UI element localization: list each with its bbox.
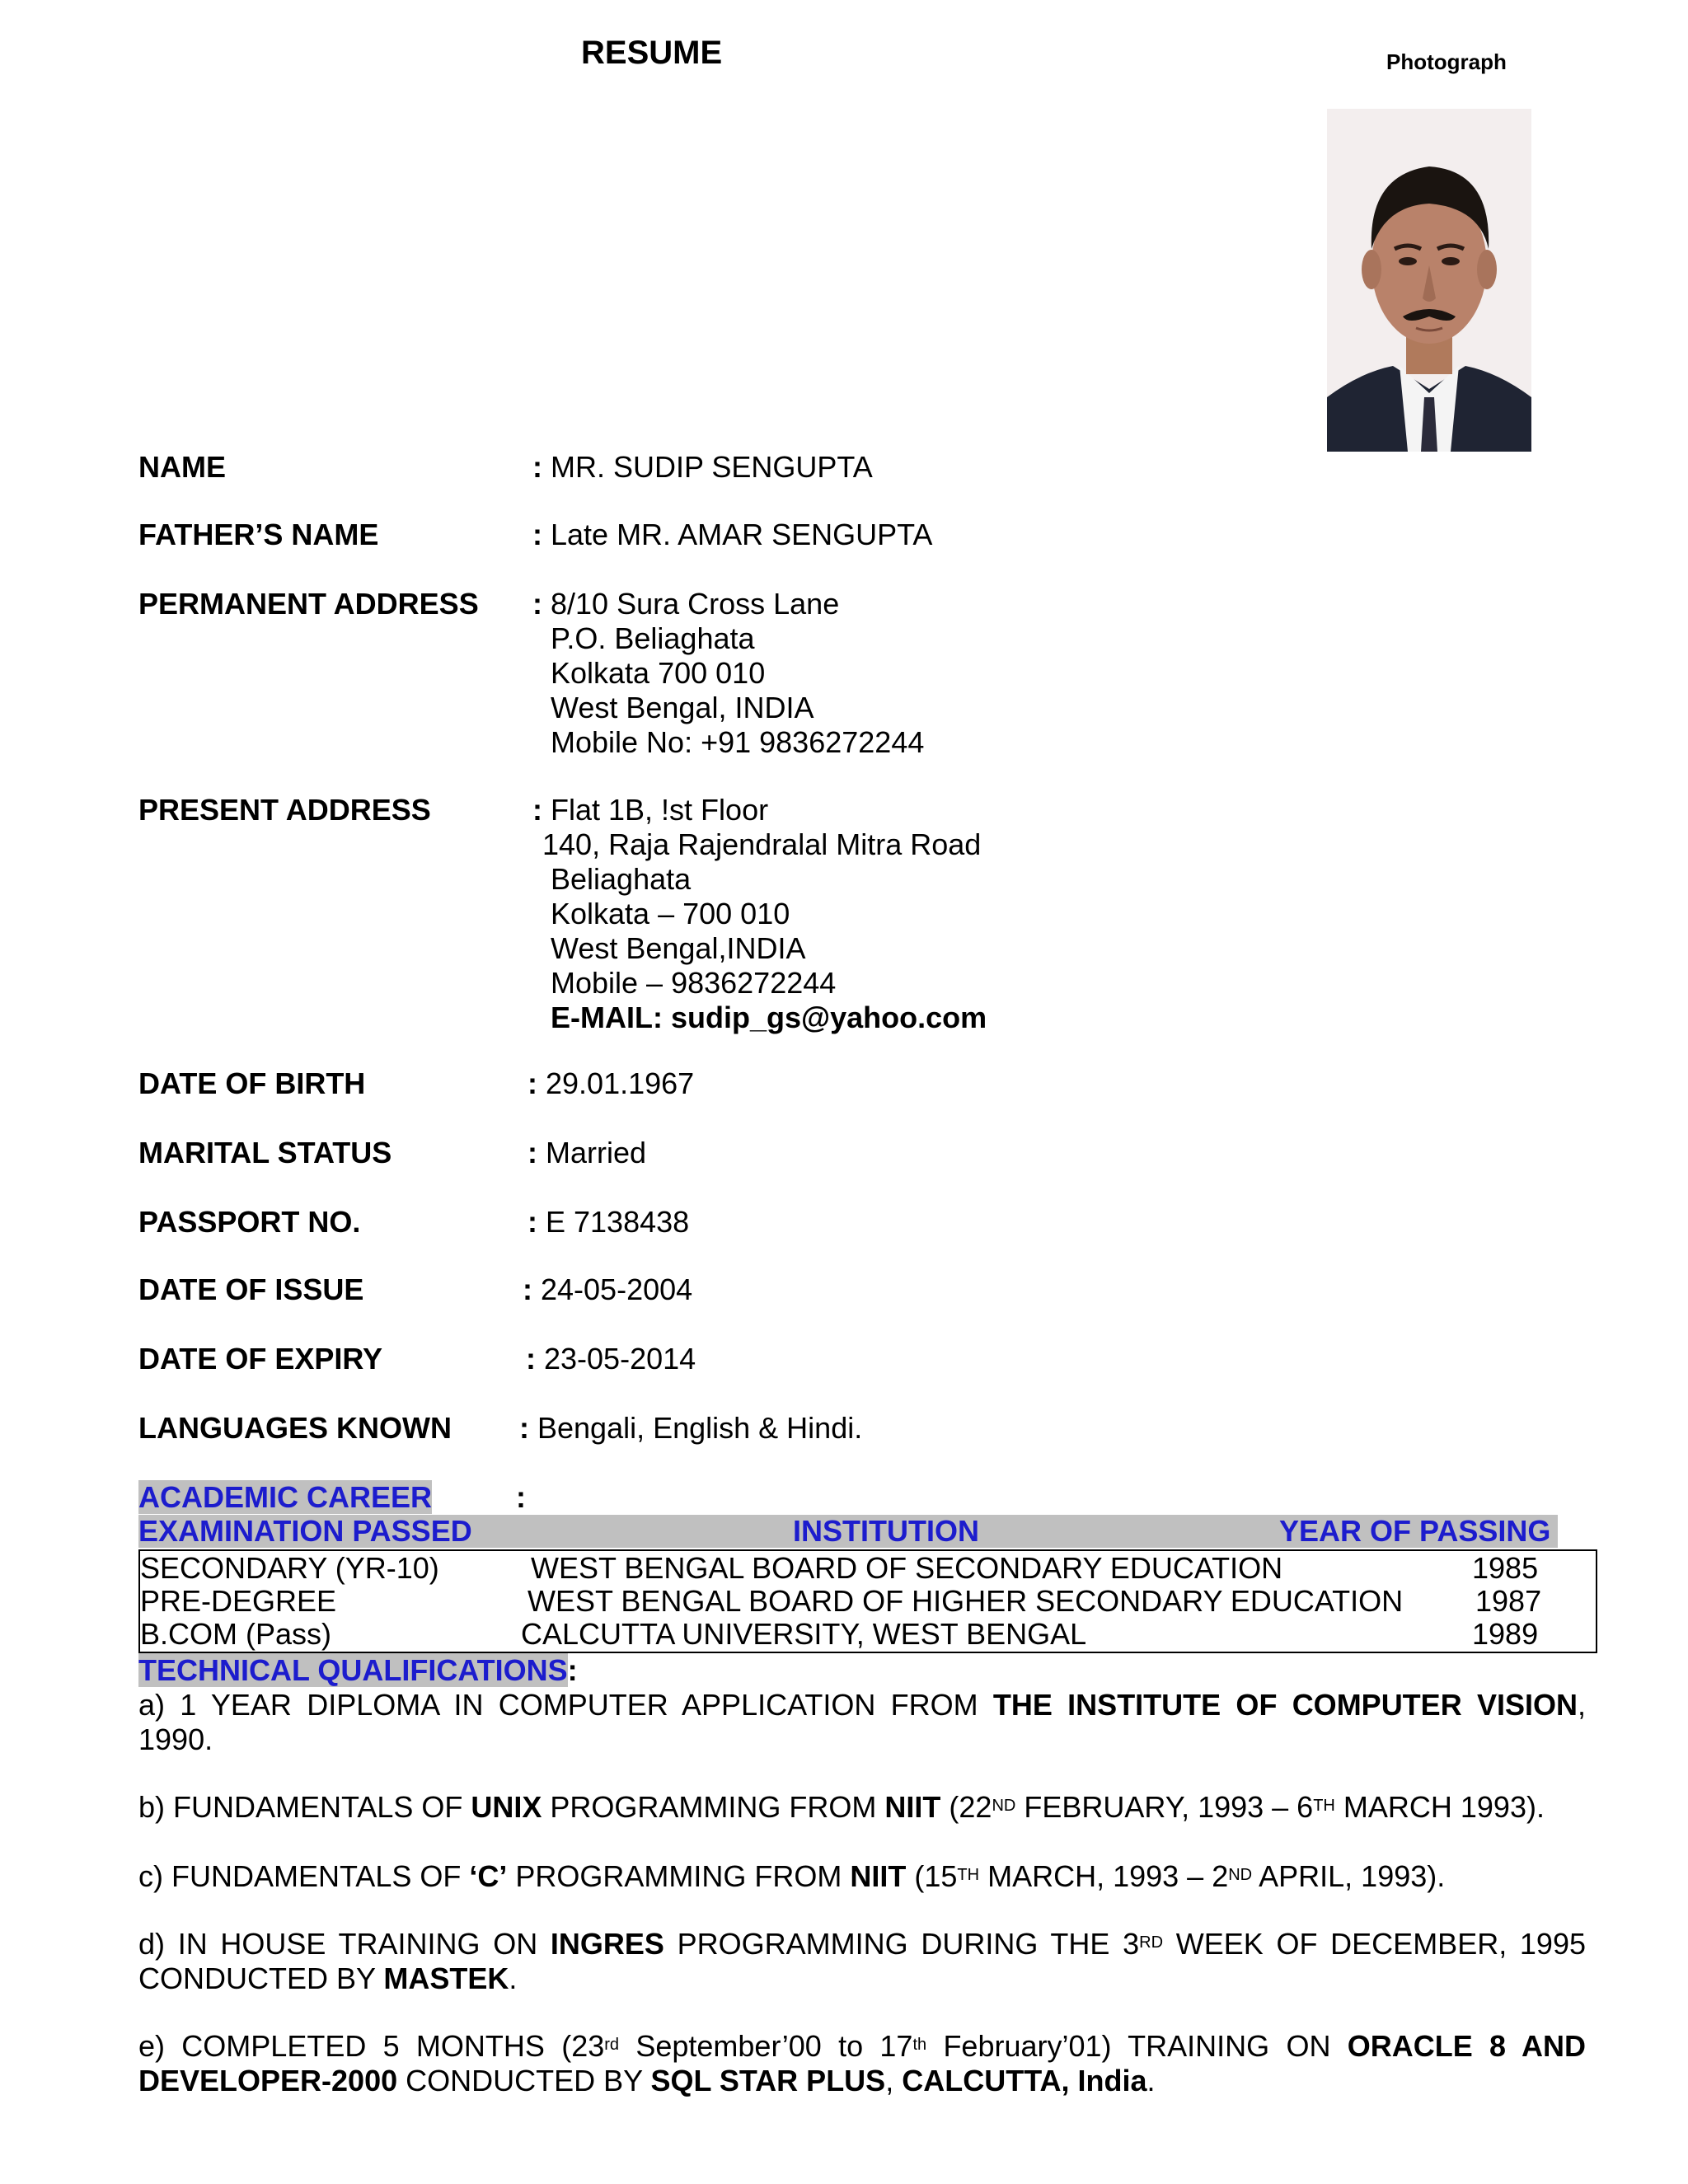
qualification-b: b) FUNDAMENTALS OF UNIX PROGRAMMING FROM NIIT (22ND FEBRUARY, 1993 – 6TH MARCH 1993). xyxy=(138,1790,1545,1824)
name-label: NAME xyxy=(138,450,226,484)
present-address-value: : Flat 1B, !st Floor 140, Raja Rajendralal Mitra Road Beliaghata Kolkata – 700 010 West Bengal,INDIA Mobile – 9836272244 E-MAIL: sudip_gs@yahoo.com xyxy=(532,793,987,1034)
languages-value: : Bengali, English & Hindi. xyxy=(519,1411,863,1445)
dob-value: : 29.01.1967 xyxy=(528,1066,695,1100)
date-of-issue-label: DATE OF ISSUE xyxy=(138,1272,364,1306)
name-value: : MR. SUDIP SENGUPTA xyxy=(532,450,873,484)
academic-table-header xyxy=(138,1515,1558,1548)
technical-qualifications-heading: TECHNICAL QUALIFICATIONS: xyxy=(138,1653,578,1687)
permanent-address-value: : 8/10 Sura Cross Lane P.O. Beliaghata Kolkata 700 010 West Bengal, INDIA Mobile No: +91 9836272244 xyxy=(532,587,925,759)
table-row: SECONDARY (YR-10) WEST BENGAL BOARD OF SECONDARY EDUCATION 1985 xyxy=(140,1551,1539,1585)
father-name-value: : Late MR. AMAR SENGUPTA xyxy=(532,518,933,551)
qualification-d: d) IN HOUSE TRAINING ON INGRES PROGRAMMING DURING THE 3RD WEEK OF DECEMBER, 1995 CONDUCTED BY MASTEK. xyxy=(138,1927,1586,1995)
portrait-illustration xyxy=(1327,109,1531,452)
col-year: YEAR OF PASSING xyxy=(1279,1514,1551,1548)
col-examination: EXAMINATION PASSED xyxy=(138,1514,472,1548)
academic-career-heading: ACADEMIC CAREER xyxy=(138,1480,433,1514)
academic-table xyxy=(138,1549,1597,1653)
qualification-c: c) FUNDAMENTALS OF ‘C’ PROGRAMMING FROM NIIT (15TH MARCH, 1993 – 2ND APRIL, 1993). xyxy=(138,1859,1446,1893)
date-of-expiry-value: : 23-05-2014 xyxy=(526,1342,696,1376)
date-of-issue-value: : 24-05-2004 xyxy=(523,1272,693,1306)
father-name-label: FATHER’S NAME xyxy=(138,518,379,551)
passport-value: : E 7138438 xyxy=(528,1205,690,1239)
profile-photo xyxy=(1327,109,1531,452)
present-address-label: PRESENT ADDRESS xyxy=(138,793,431,827)
passport-label: PASSPORT NO. xyxy=(138,1205,361,1239)
marital-status-label: MARITAL STATUS xyxy=(138,1136,392,1169)
academic-colon: : xyxy=(516,1480,526,1514)
qualification-e: e) COMPLETED 5 MONTHS (23rd September’00 to 17th February’01) TRAINING ON ORACLE 8 AND DEVELOPER-2000 CONDUCTED BY SQL STAR PLUS, CALCUTTA, India. xyxy=(138,2029,1587,2097)
marital-status-value: : Married xyxy=(528,1136,647,1169)
table-row: PRE-DEGREE WEST BENGAL BOARD OF HIGHER SECONDARY EDUCATION 1987 xyxy=(140,1584,1542,1618)
photograph-label: Photograph xyxy=(1386,49,1507,74)
date-of-expiry-label: DATE OF EXPIRY xyxy=(138,1342,383,1376)
qualification-a: a) 1 YEAR DIPLOMA IN COMPUTER APPLICATION FROM THE INSTITUTE OF COMPUTER VISION, 1990. xyxy=(138,1688,1586,1756)
resume-title: RESUME xyxy=(581,35,723,71)
permanent-address-label: PERMANENT ADDRESS xyxy=(138,587,479,621)
table-row: B.COM (Pass) CALCUTTA UNIVERSITY, WEST BENGAL 1989 xyxy=(140,1617,1539,1651)
languages-label: LANGUAGES KNOWN xyxy=(138,1411,452,1445)
col-institution: INSTITUTION xyxy=(793,1514,979,1548)
dob-label: DATE OF BIRTH xyxy=(138,1066,366,1100)
email-address: E-MAIL: sudip_gs@yahoo.com xyxy=(551,1001,987,1034)
